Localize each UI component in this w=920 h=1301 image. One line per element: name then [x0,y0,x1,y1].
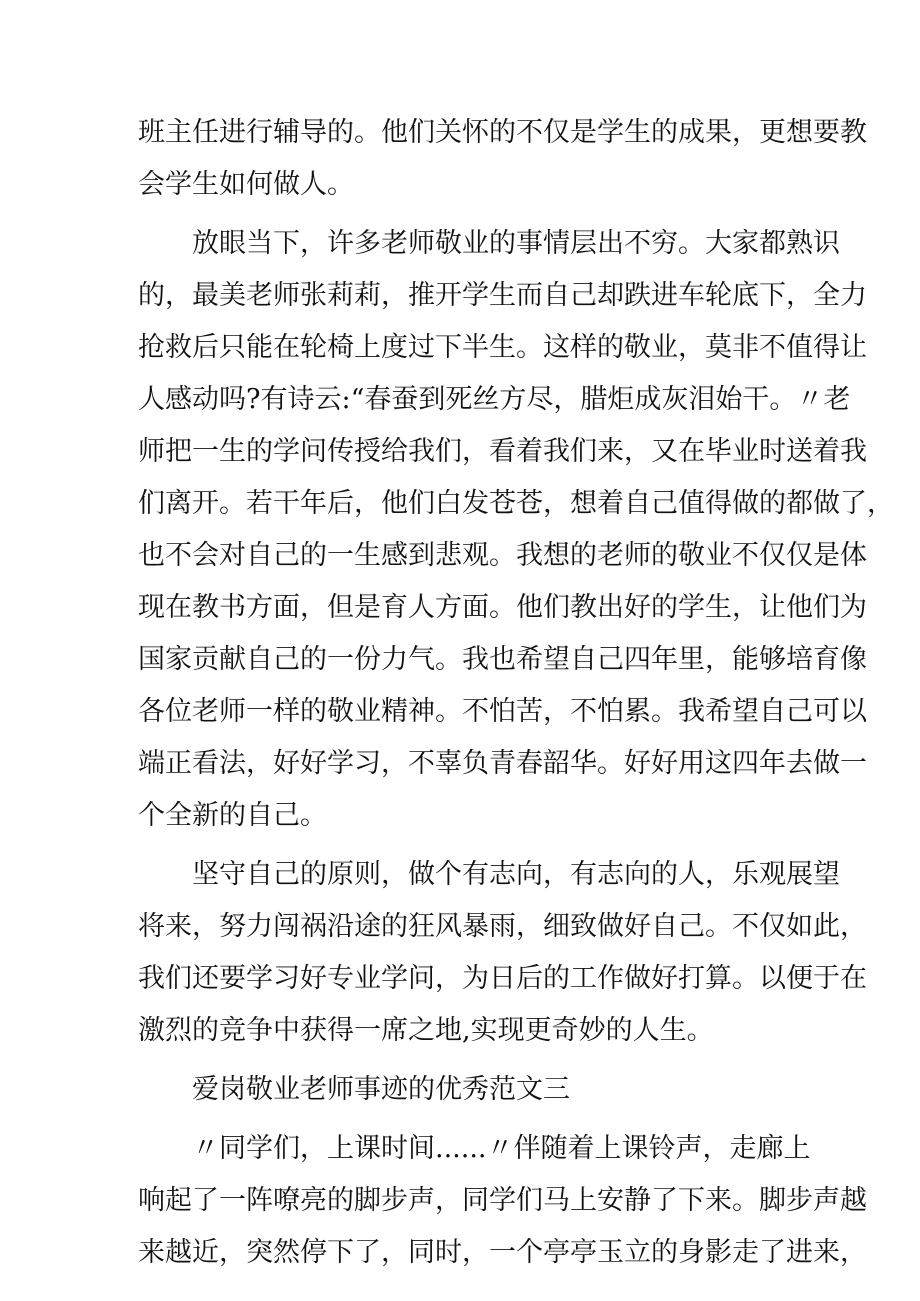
text-line: 抢救后只能在轮椅上度过下半生。这样的敬业，莫非不值得让 [138,332,867,363]
text-line: 的，最美老师张莉莉，推开学生而自己却跌进车轮底下，全力 [138,280,867,311]
text-line: 坚守自己的原则，做个有志向，有志向的人，乐观展望 [192,859,840,890]
text-line: 〃同学们，上课时间......〃伴随着上课铃声，走廊上 [192,1133,811,1164]
text-line: 人感动吗?有诗云:“春蚕到死丝方尽，腊炬成灰泪始干。〃老 [138,384,851,415]
text-line: 激烈的竞争中获得一席之地,实现更奇妙的人生。 [138,1015,714,1046]
document-body [138,107,894,1279]
text-line: 来越近，突然停下了，同时，一个亭亭玉立的身影走了进来， [138,1237,867,1268]
paragraph-p1 [138,107,867,211]
paragraph-p4 [138,1064,798,1116]
text-line: 将来，努力闯祸沿途的狂风暴雨，细致做好自己。不仅如此， [138,911,867,942]
paragraph-p2 [138,218,894,842]
text-line: 响起了一阵嘹亮的脚步声，同学们马上安静了下来。脚步声越 [138,1185,867,1216]
paragraph-spacing [138,1057,798,1064]
text-line: 师把一生的学问传授给我们，看着我们来，又在毕业时送着我 [138,436,867,467]
paragraph-spacing [138,211,798,218]
text-line: 个全新的自己。 [138,800,327,831]
text-line: 国家贡献自己的一份力气。我也希望自己四年里，能够培育像 [138,644,867,675]
paragraph-spacing [138,842,798,849]
paragraph-spacing [138,1116,798,1123]
text-line: 班主任进行辅导的。他们关怀的不仅是学生的成果，更想要教 [138,117,867,148]
text-line: 爱岗敬业老师事迹的优秀范文三 [192,1074,570,1105]
paragraph-p3 [138,849,867,1057]
text-line: 会学生如何做人。 [138,169,354,200]
text-line: 端正看法，好好学习，不辜负青春韶华。好好用这四年去做一 [138,748,867,779]
text-line: 各位老师一样的敬业精神。不怕苦，不怕累。我希望自己可以 [138,696,867,727]
text-line: 也不会对自己的一生感到悲观。我想的老师的敬业不仅仅是体 [138,540,867,571]
text-line: 们离开。若干年后，他们白发苍苍，想着自己值得做的都做了， [138,488,894,519]
text-line: 现在教书方面，但是育人方面。他们教出好的学生，让他们为 [138,592,867,623]
text-line: 我们还要学习好专业学问，为日后的工作做好打算。以便于在 [138,963,867,994]
text-line: 放眼当下，许多老师敬业的事情层出不穷。大家都熟识 [192,228,840,259]
paragraph-p5 [138,1123,867,1279]
